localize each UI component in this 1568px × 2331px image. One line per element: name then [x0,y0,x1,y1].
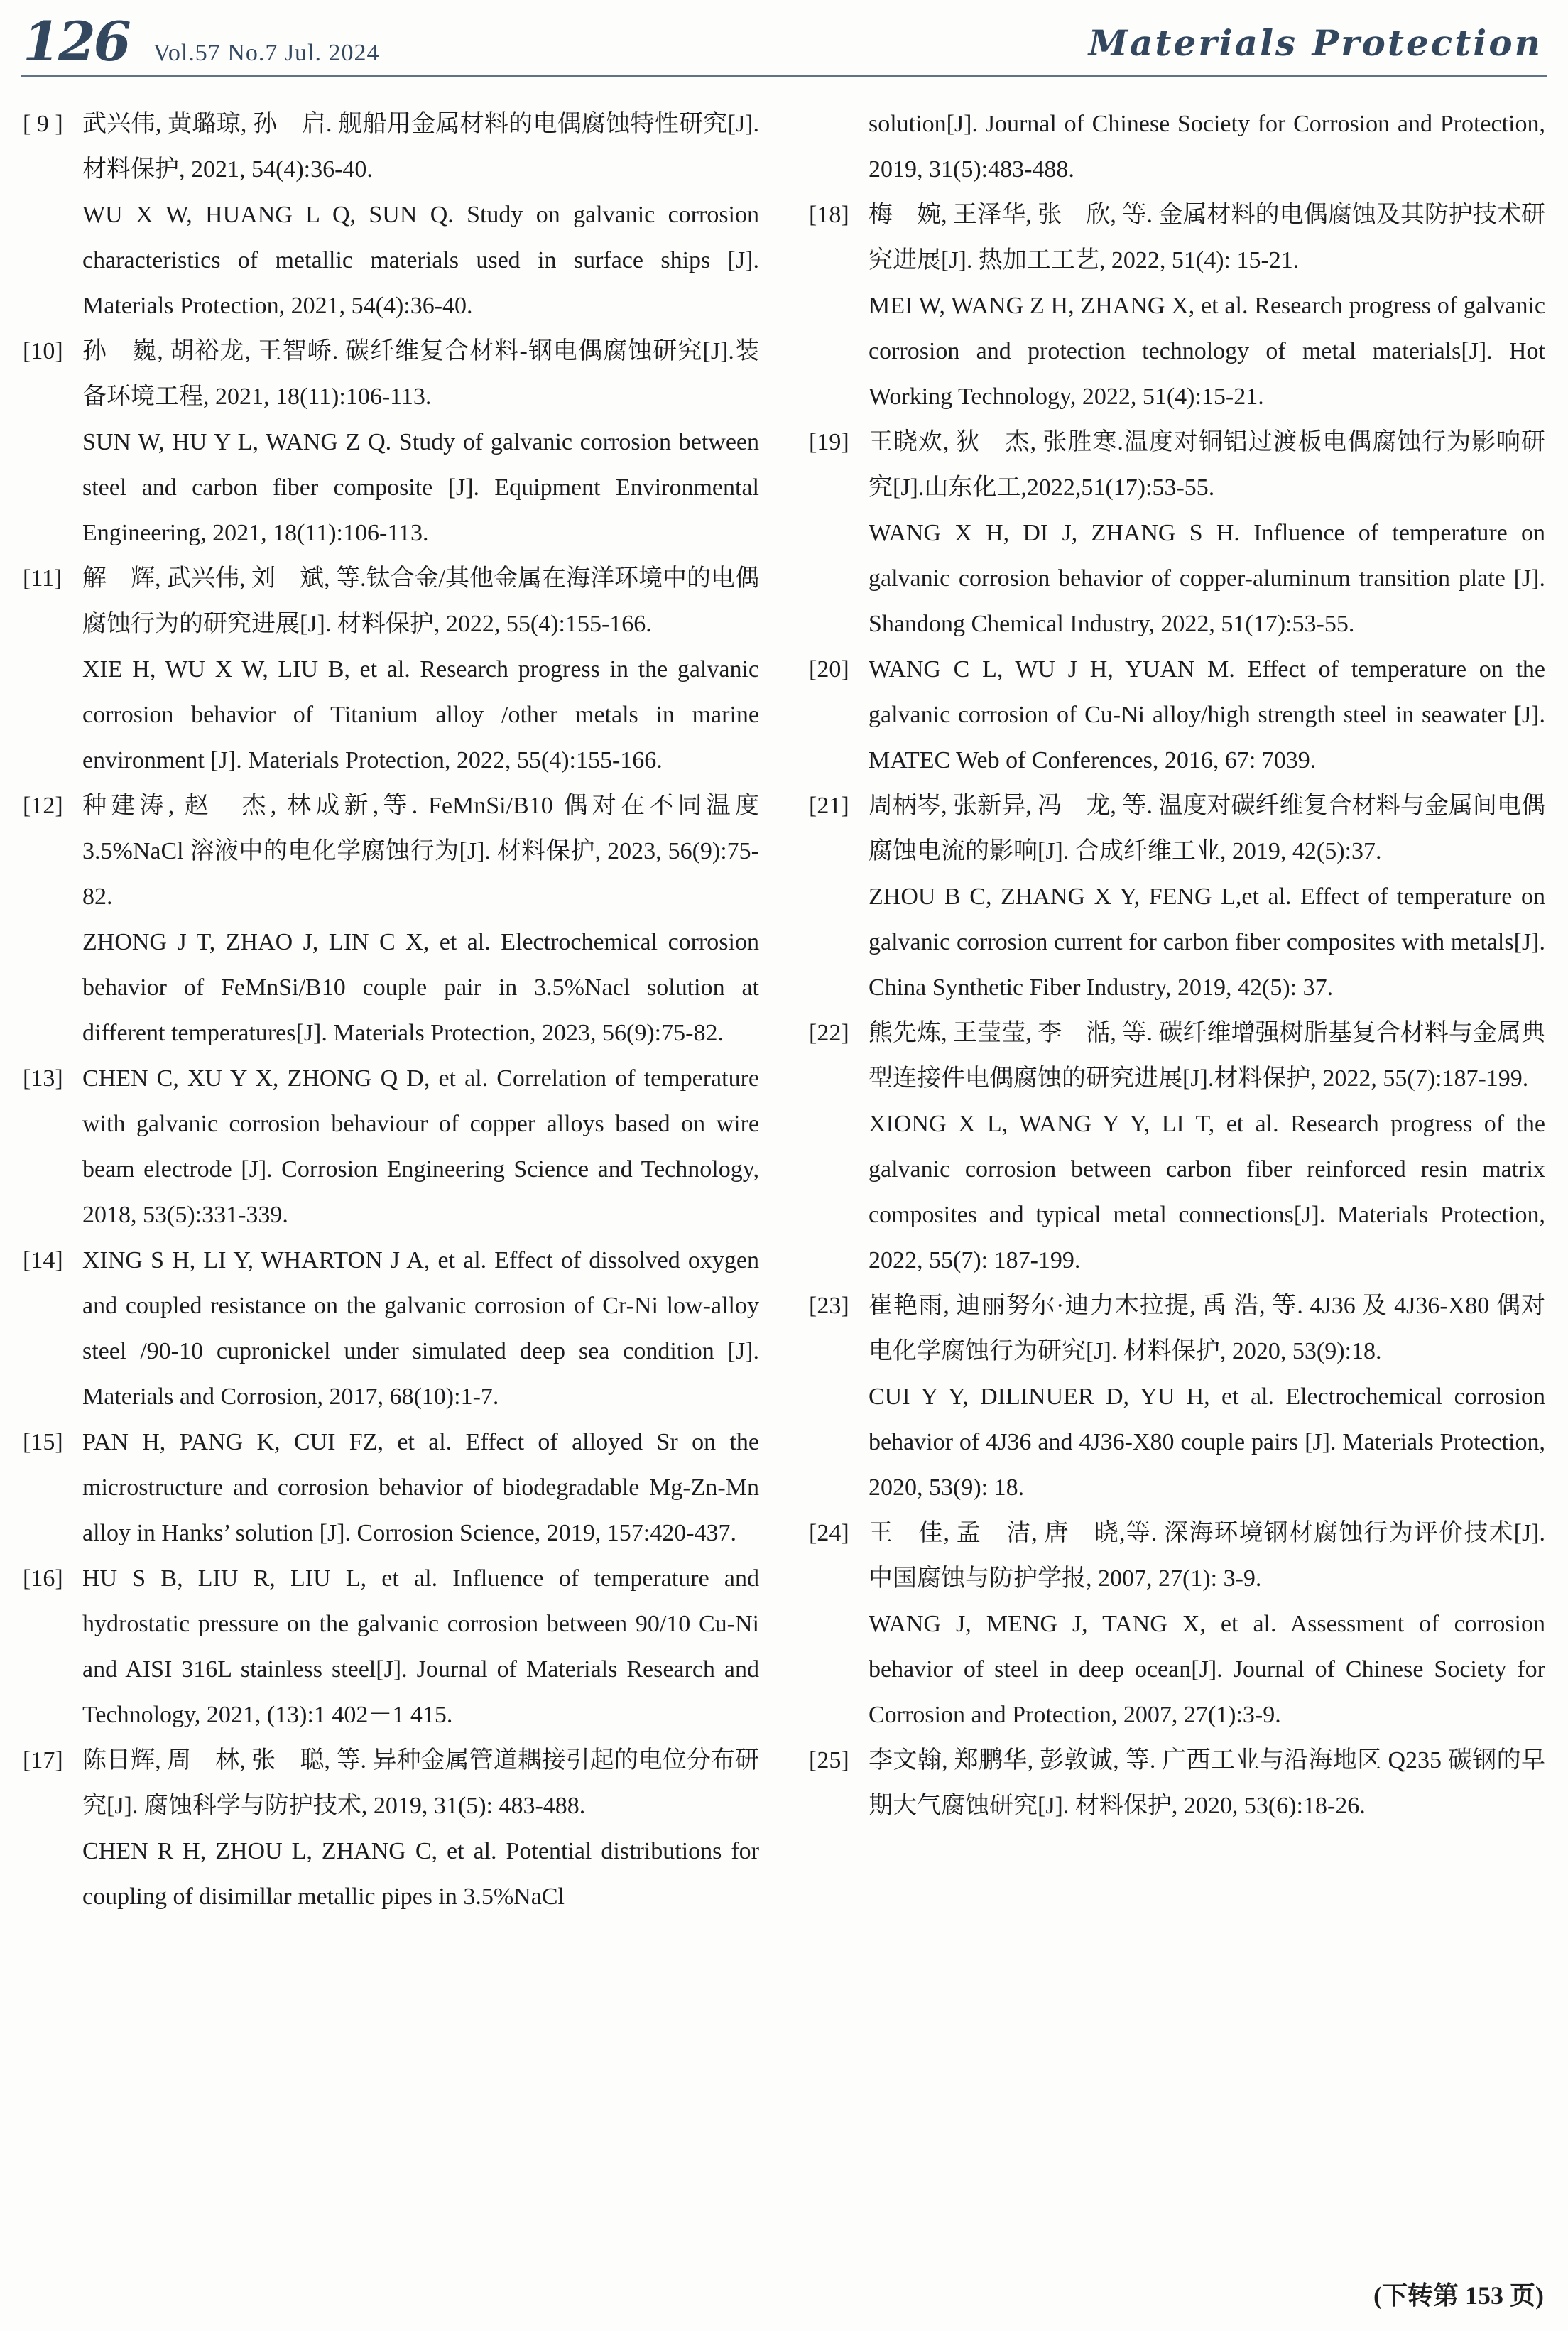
reference-label: [24] [809,1520,849,1546]
reference-item [23,556,759,783]
journal-name: Materials Protection [1088,22,1542,64]
reference-label: [14] [23,1247,63,1273]
reference-label: [23] [809,1293,849,1319]
reference-label: [13] [23,1065,63,1092]
reference-label: [12] [23,793,63,819]
reference-paragraph: 熊先炼, 王莹莹, 李 湉, 等. 碳纤维增强树脂基复合材料与金属典型连接件电偶腐蚀的研究进展[J].材料保护, 2022, 55(7):187-199. [869,1020,1545,1092]
reference-item [809,783,1545,1011]
header-left [23,10,380,73]
reference-paragraph: WU X W, HUANG L Q, SUN Q. Study on galvanic corrosion characteristics of metallic materials used in surface ships [J]. Materials Protection, 2021, 54(4):36-40. [82,202,759,319]
reference-label: [15] [23,1429,63,1455]
reference-label: [21] [809,793,849,819]
left-column [23,102,759,1920]
reference-continuation [809,102,1545,192]
reference-item [23,1056,759,1238]
reference-paragraph: ZHONG J T, ZHAO J, LIN C X, et al. Electrochemical corrosion behavior of FeMnSi/B10 couple pair in 3.5%Nacl solution at different temperatures[J]. Materials Protection, 2023, 56(9):75-82. [82,929,759,1046]
reference-item [809,1738,1545,1829]
page-header [21,10,1547,74]
reference-item [809,1511,1545,1738]
reference-paragraph: XIONG X L, WANG Y Y, LI T, et al. Research progress of the galvanic corrosion between carbon fiber reinforced resin matrix composites and typical metal connections[J]. Materials Protection, 2022, 55(7): 187-199. [869,1111,1545,1273]
header-rule [21,75,1547,77]
reference-item [23,1420,759,1556]
reference-paragraph: 王 佳, 孟 洁, 唐 晓,等. 深海环境钢材腐蚀行为评价技术[J]. 中国腐蚀与防护学报, 2007, 27(1): 3-9. [869,1520,1545,1592]
reference-paragraph: 武兴伟, 黄璐琼, 孙 启. 舰船用金属材料的电偶腐蚀特性研究[J]. 材料保护, 2021, 54(4):36-40. [82,111,759,183]
reference-item [809,1283,1545,1511]
issue-info: Vol.57 No.7 Jul. 2024 [153,40,380,66]
reference-paragraph: MEI W, WANG Z H, ZHANG X, et al. Research progress of galvanic corrosion and protection technology of metal materials[J]. Hot Working Technology, 2022, 51(4):15-21. [869,293,1545,410]
reference-paragraph: CUI Y Y, DILINUER D, YU H, et al. Electrochemical corrosion behavior of 4J36 and 4J36-X80 couple pairs [J]. Materials Protection, 2020, 53(9): 18. [869,1384,1545,1501]
reference-paragraph: ZHOU B C, ZHANG X Y, FENG L,et al. Effect of temperature on galvanic corrosion current for carbon fiber composites with metals[J]. China Synthetic Fiber Industry, 2019, 42(5): 37. [869,884,1545,1001]
reference-paragraph: XING S H, LI Y, WHARTON J A, et al. Effect of dissolved oxygen and coupled resistance on the galvanic corrosion of Cr-Ni low-alloy steel /90-10 cupronickel under simulated deep sea condition [J]. Materials and Corrosion, 2017, 68(10):1-7. [82,1247,759,1410]
reference-paragraph: 周柄岑, 张新异, 冯 龙, 等. 温度对碳纤维复合材料与金属间电偶腐蚀电流的影响[J]. 合成纤维工业, 2019, 42(5):37. [869,793,1545,864]
reference-label: [25] [809,1747,849,1773]
reference-paragraph: XIE H, WU X W, LIU B, et al. Research progress in the galvanic corrosion behavior of Titanium alloy /other metals in marine environment [J]. Materials Protection, 2022, 55(4):155-166. [82,656,759,773]
reference-paragraph: CHEN C, XU Y X, ZHONG Q D, et al. Correlation of temperature with galvanic corrosion behaviour of copper alloys based on wire beam electrode [J]. Corrosion Engineering Science and Technology, 2018, 53(5):331-339. [82,1065,759,1228]
reference-item [809,420,1545,647]
reference-label: [11] [23,565,62,592]
reference-paragraph: HU S B, LIU R, LIU L, et al. Influence of temperature and hydrostatic pressure on the galvanic corrosion between 90/10 Cu-Ni and AISI 316L stainless steel[J]. Journal of Materials Research and Technology, 2021, (13):1 402－1 415. [82,1565,759,1728]
reference-item [809,1011,1545,1283]
reference-paragraph: WANG C L, WU J H, YUAN M. Effect of temperature on the galvanic corrosion of Cu-Ni alloy/high strength steel in seawater [J]. MATEC Web of Conferences, 2016, 67: 7039. [869,656,1545,773]
reference-paragraph: 王晓欢, 狄 杰, 张胜寒.温度对铜铝过渡板电偶腐蚀行为影响研究[J].山东化工,2022,51(17):53-55. [869,429,1545,501]
reference-paragraph: SUN W, HU Y L, WANG Z Q. Study of galvanic corrosion between steel and carbon fiber composite [J]. Equipment Environmental Engineering, 2021, 18(11):106-113. [82,429,759,546]
reference-item [809,647,1545,783]
reference-item [23,329,759,556]
reference-label: [17] [23,1747,63,1773]
reference-paragraph: CHEN R H, ZHOU L, ZHANG C, et al. Potential distributions for coupling of disimillar metallic pipes in 3.5%NaCl [82,1838,759,1910]
reference-label: [22] [809,1020,849,1046]
reference-paragraph: WANG X H, DI J, ZHANG S H. Influence of temperature on galvanic corrosion behavior of copper-aluminum transition plate [J]. Shandong Chemical Industry, 2022, 51(17):53-55. [869,520,1545,637]
reference-item [23,1556,759,1738]
continuation-note: (下转第 153 页) [1373,2281,1544,2310]
reference-paragraph: 崔艳雨, 迪丽努尔·迪力木拉提, 禹 浩, 等. 4J36 及 4J36-X80 偶对电化学腐蚀行为研究[J]. 材料保护, 2020, 53(9):18. [869,1293,1545,1364]
reference-label: [19] [809,429,849,455]
references-section [21,99,1547,1920]
reference-item [23,783,759,1056]
page-number: 126 [23,10,129,73]
reference-label: [10] [23,338,63,364]
reference-paragraph: solution[J]. Journal of Chinese Society for Corrosion and Protection, 2019, 31(5):483-488. [869,111,1545,183]
reference-item [23,1738,759,1920]
reference-paragraph: 孙 巍, 胡裕龙, 王智峤. 碳纤维复合材料-钢电偶腐蚀研究[J].装备环境工程, 2021, 18(11):106-113. [82,338,759,410]
reference-item [23,1238,759,1420]
reference-paragraph: 解 辉, 武兴伟, 刘 斌, 等.钛合金/其他金属在海洋环境中的电偶腐蚀行为的研究进展[J]. 材料保护, 2022, 55(4):155-166. [82,565,759,637]
reference-label: [20] [809,656,849,683]
right-column [809,102,1545,1920]
reference-paragraph: PAN H, PANG K, CUI FZ, et al. Effect of alloyed Sr on the microstructure and corrosion behavior of biodegradable Mg-Zn-Mn alloy in Hanks’ solution [J]. Corrosion Science, 2019, 157:420-437. [82,1429,759,1546]
reference-paragraph: 梅 婉, 王泽华, 张 欣, 等. 金属材料的电偶腐蚀及其防护技术研究进展[J]. 热加工工艺, 2022, 51(4): 15-21. [869,202,1545,273]
reference-paragraph: 种建涛, 赵 杰, 林成新,等. FeMnSi/B10 偶对在不同温度 3.5%NaCl 溶液中的电化学腐蚀行为[J]. 材料保护, 2023, 56(9):75-82. [82,793,759,910]
reference-label: [18] [809,202,849,228]
reference-item [23,102,759,329]
reference-paragraph: 陈日辉, 周 林, 张 聪, 等. 异种金属管道耦接引起的电位分布研究[J]. 腐蚀科学与防护技术, 2019, 31(5): 483-488. [82,1747,759,1819]
reference-paragraph: WANG J, MENG J, TANG X, et al. Assessment of corrosion behavior of steel in deep ocean[J]. Journal of Chinese Society for Corrosion and Protection, 2007, 27(1):3-9. [869,1611,1545,1728]
reference-label: [ 9 ] [23,111,63,137]
reference-paragraph: 李文翰, 郑鹏华, 彭敦诚, 等. 广西工业与沿海地区 Q235 碳钢的早期大气腐蚀研究[J]. 材料保护, 2020, 53(6):18-26. [869,1747,1545,1819]
reference-item [809,192,1545,420]
reference-label: [16] [23,1565,63,1592]
